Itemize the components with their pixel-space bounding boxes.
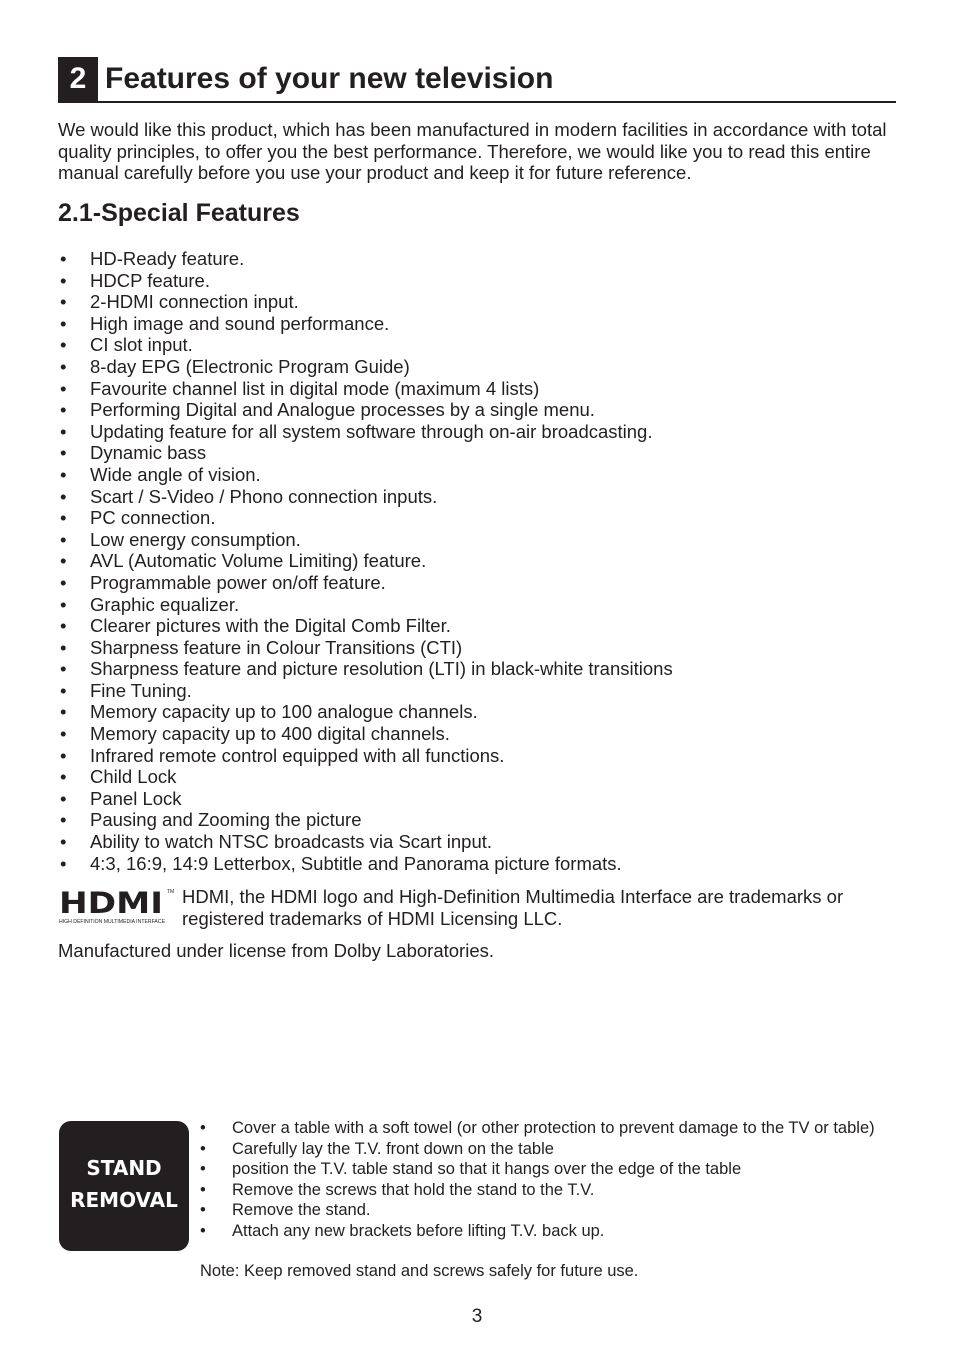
svg-text:TM: TM — [167, 889, 175, 895]
list-item: • 2-HDMI connection input. — [58, 291, 918, 313]
badge-line-2: REMOVAL — [70, 1188, 178, 1212]
list-item: • 4:3, 16:9, 14:9 Letterbox, Subtitle and Panorama picture formats. — [58, 853, 918, 875]
list-item: • Pausing and Zooming the picture — [58, 809, 918, 831]
list-item: • 8-day EPG (Electronic Program Guide) — [58, 356, 918, 378]
list-item: • Clearer pictures with the Digital Comb Filter. — [58, 615, 918, 637]
list-item: • Remove the stand. — [200, 1200, 890, 1221]
list-item: • Memory capacity up to 400 digital channels. — [58, 723, 918, 745]
list-item: • Sharpness feature and picture resolution (LTI) in black-white transitions — [58, 658, 918, 680]
chapter-title: Features of your new television — [105, 62, 554, 95]
list-item: • Updating feature for all system software through on-air broadcasting. — [58, 421, 918, 443]
list-item: • Remove the screws that hold the stand to the T.V. — [200, 1180, 890, 1201]
list-item: • Performing Digital and Analogue processes by a single menu. — [58, 399, 918, 421]
dolby-license-note: Manufactured under license from Dolby Laboratories. — [58, 940, 495, 961]
badge-line-1: STAND — [86, 1156, 162, 1180]
list-item: • Favourite channel list in digital mode (maximum 4 lists) — [58, 378, 918, 400]
stand-removal-note: Note: Keep removed stand and screws safely for future use. — [200, 1262, 639, 1280]
list-item: • Low energy consumption. — [58, 529, 918, 551]
list-item: • Ability to watch NTSC broadcasts via Scart input. — [58, 831, 918, 853]
chapter-number: 2 — [58, 57, 98, 101]
svg-text:HIGH DEFINITION MULTIMEDIA INT: HIGH DEFINITION MULTIMEDIA INTERFACE — [59, 919, 166, 925]
list-item: • Sharpness feature in Colour Transitions (CTI) — [58, 637, 918, 659]
list-item: • Panel Lock — [58, 788, 918, 810]
list-item: • CI slot input. — [58, 334, 918, 356]
stand-removal-badge — [59, 1121, 189, 1251]
stand-removal-steps — [200, 1118, 890, 1241]
list-item: • High image and sound performance. — [58, 313, 918, 335]
features-list — [58, 248, 918, 874]
chapter-header — [58, 57, 896, 103]
hdmi-trademark-note: HDMI, the HDMI logo and High-Definition Multimedia Interface are trademarks or registered trademarks of HDMI Licensing LLC. — [182, 886, 844, 929]
list-item: • Graphic equalizer. — [58, 594, 918, 616]
list-item: • Fine Tuning. — [58, 680, 918, 702]
list-item: • position the T.V. table stand so that it hangs over the edge of the table — [200, 1159, 890, 1180]
svg-text:HDMI: HDMI — [59, 886, 163, 920]
page-number: 3 — [471, 1306, 483, 1327]
list-item: • HD-Ready feature. — [58, 248, 918, 270]
hdmi-logo — [58, 886, 176, 926]
list-item: • Cover a table with a soft towel (or other protection to prevent damage to the TV or table) — [200, 1118, 890, 1139]
list-item: • Memory capacity up to 100 analogue channels. — [58, 701, 918, 723]
list-item: • Child Lock — [58, 766, 918, 788]
section-heading: 2.1-Special Features — [58, 199, 300, 227]
list-item: • AVL (Automatic Volume Limiting) feature. — [58, 550, 918, 572]
list-item: • Scart / S-Video / Phono connection inputs. — [58, 486, 918, 508]
list-item: • Attach any new brackets before lifting T.V. back up. — [200, 1221, 890, 1242]
list-item: • PC connection. — [58, 507, 918, 529]
list-item: • HDCP feature. — [58, 270, 918, 292]
list-item: • Infrared remote control equipped with all functions. — [58, 745, 918, 767]
list-item: • Carefully lay the T.V. front down on the table — [200, 1139, 890, 1160]
list-item: • Programmable power on/off feature. — [58, 572, 918, 594]
list-item: • Wide angle of vision. — [58, 464, 918, 486]
list-item: • Dynamic bass — [58, 442, 918, 464]
intro-paragraph: We would like this product, which has been manufactured in modern facilities in accordance with total quality principles, to offer you the best performance. Therefore, we would like you to read this entire manual carefully before you use your product and keep it for future reference. — [58, 119, 887, 183]
